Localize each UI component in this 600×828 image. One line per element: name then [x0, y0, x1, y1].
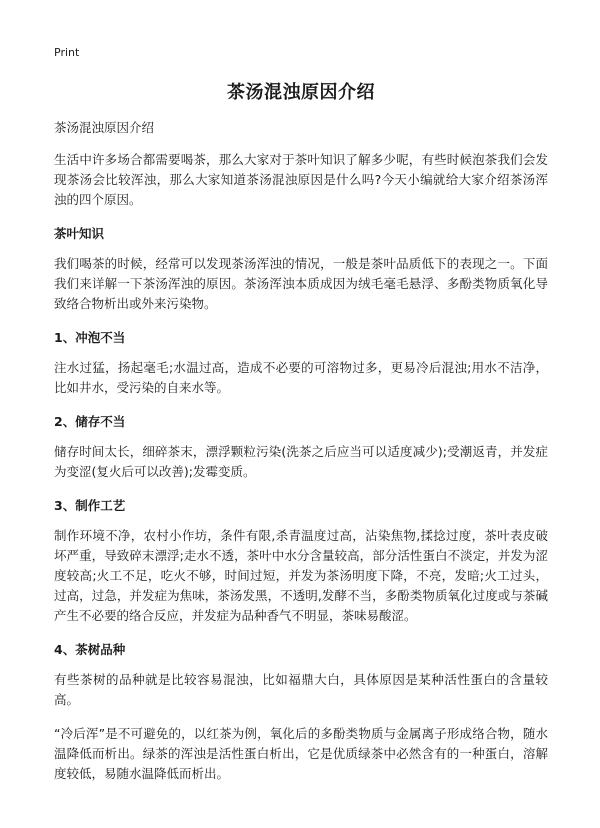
- print-link[interactable]: Print: [54, 46, 80, 59]
- article: [54, 78, 548, 798]
- section-heading-variety: 4、茶树品种: [54, 642, 126, 657]
- section-heading-tea-knowledge: 茶叶知识: [54, 226, 105, 241]
- section-paragraph: “冷后浑”是不可避免的，以红茶为例，氧化后的多酚类物质与金属离子形成络合物，随水温降低而析出。绿茶的浑浊是活性蛋白析出，它是优质绿茶中必然含有的一种蛋白，溶解度较低，易随水温降低而析出。: [54, 726, 548, 781]
- intro-paragraph: 生活中许多场合都需要喝茶，那么大家对于茶叶知识了解多少呢，有些时候泡茶我们会发现茶汤会比较浑浊，那么大家知道茶汤混浊原因是什么吗?今天小编就给大家介绍茶汤浑浊的四个原因。: [54, 152, 548, 207]
- section-paragraph: 储存时间太长，细碎茶末，漂浮颗粒污染(洗茶之后应当可以适度减少);受潮返青，并发症为变涩(复火后可以改善);发霉变质。: [54, 444, 548, 479]
- section-paragraph: 有些茶树的品种就是比较容易混浊，比如福鼎大白，具体原因是某种活性蛋白的含量较高。: [54, 672, 548, 707]
- section-paragraph: 我们喝茶的时候，经常可以发现茶汤浑浊的情况，一般是茶叶品质低下的表现之一。下面我们来详解一下茶汤浑浊的原因。茶汤浑浊本质成因为绒毛毫毛悬浮、多酚类物质氧化导致络合物析出或外来污染物。: [54, 256, 548, 311]
- section-paragraph: 注水过猛，扬起毫毛;水温过高，造成不必要的可溶物过多，更易冷后混浊;用水不洁净，比如井水，受污染的自来水等。: [54, 360, 548, 395]
- section-paragraph: 制作环境不净，农村小作坊，条件有限,杀青温度过高，沾染焦物,揉捻过度，茶叶表皮破坏严重，导致碎末漂浮;走水不透，茶叶中水分含量较高，部分活性蛋白不淡定，并发为涩度较高;火工不足，吃火不够，时间过短，并发为茶汤明度下降，不亮，发暗;火工过头，过高，过急，并发症为焦味，茶汤发黑，不透明,发酵不当，多酚类物质氧化过度或与茶碱产生不必要的络合反应，并发症为品种香气不明显，茶味易酸涩。: [54, 528, 548, 623]
- section-heading-processing: 3、制作工艺: [54, 498, 126, 513]
- section-heading-storage: 2、储存不当: [54, 414, 126, 429]
- article-subtitle: 茶汤混浊原因介绍: [54, 120, 155, 135]
- section-heading-brewing: 1、冲泡不当: [54, 330, 126, 345]
- page-title: 茶汤混浊原因介绍: [227, 82, 375, 103]
